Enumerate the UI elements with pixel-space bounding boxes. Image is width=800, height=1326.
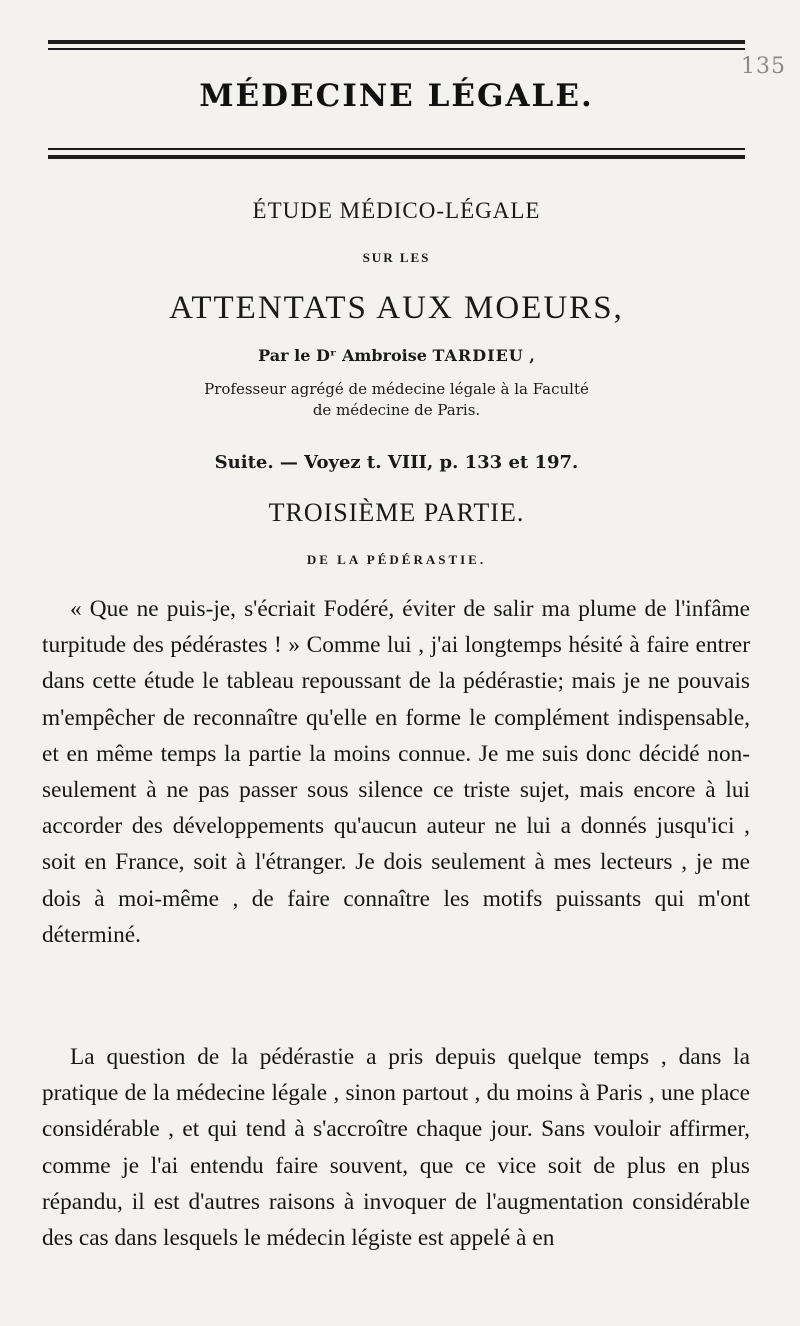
main-heading: ATTENTATS AUX MOEURS,	[169, 290, 624, 326]
part-subtitle: DE LA PÉDÉRASTIE.	[306, 552, 487, 567]
affiliation-line-1: Professeur agrégé de médecine légale à la Faculté	[204, 380, 589, 398]
affiliation-line-2: de médecine de Paris.	[312, 401, 481, 419]
page-number: 135	[741, 54, 786, 79]
study-title: ÉTUDE MÉDICO-LÉGALE	[252, 198, 541, 223]
author-prefix: Par le Dʳ Ambroise	[258, 346, 433, 365]
body-paragraph-1	[42, 591, 750, 953]
author-line	[48, 346, 745, 365]
suite-reference: Suite. — Voyez t. VIII, p. 133 et 197.	[214, 452, 579, 473]
author-surname: TARDIEU	[432, 346, 524, 365]
body-paragraph-2	[42, 1039, 750, 1256]
paragraph-text: La question de la pédérastie a pris depuis quelque temps , dans la pratique de la médecine légale , sinon partout , du moins à Paris , une place considérable , et qui tend à s'accroître chaque jour. Sans vouloir affirmer, comme je l'ai entendu faire souvent, que ce vice soit de plus en plus répandu, il est d'autres raisons à invoquer de l'augmentation considérable des cas dans lesquels le médecin légiste est appelé à en	[42, 1044, 750, 1252]
sur-les-label: SUR LES	[362, 250, 431, 265]
mid-rule-thin	[48, 148, 745, 150]
top-rule-thin	[48, 48, 745, 50]
part-title: TROISIÈME PARTIE.	[268, 498, 525, 527]
mid-rule-thick	[48, 155, 745, 159]
paragraph-text: « Que ne puis-je, s'écriait Fodéré, éviter de salir ma plume de l'infâme turpitude des pédérastes ! » Comme lui , j'ai longtemps hésité à faire entrer dans cette étude le tableau repoussant de la pédérastie; mais je ne pouvais m'empêcher de reconnaître qu'elle en forme le complément indispensable, et en même temps la partie la moins connue. Je me suis donc décidé non-seulement à ne pas passer sous silence ce triste sujet, mais encore à lui accorder des développements qu'aucun auteur ne lui a donnés jusqu'ici , soit en France, soit à l'étranger. Je dois seulement à mes lecteurs , je me dois à moi-même , de faire connaître les motifs puissants qui m'ont déterminé.	[42, 596, 750, 948]
top-rule-thick	[48, 40, 745, 44]
section-title: MÉDECINE LÉGALE.	[199, 78, 594, 114]
author-suffix: ,	[523, 346, 535, 365]
